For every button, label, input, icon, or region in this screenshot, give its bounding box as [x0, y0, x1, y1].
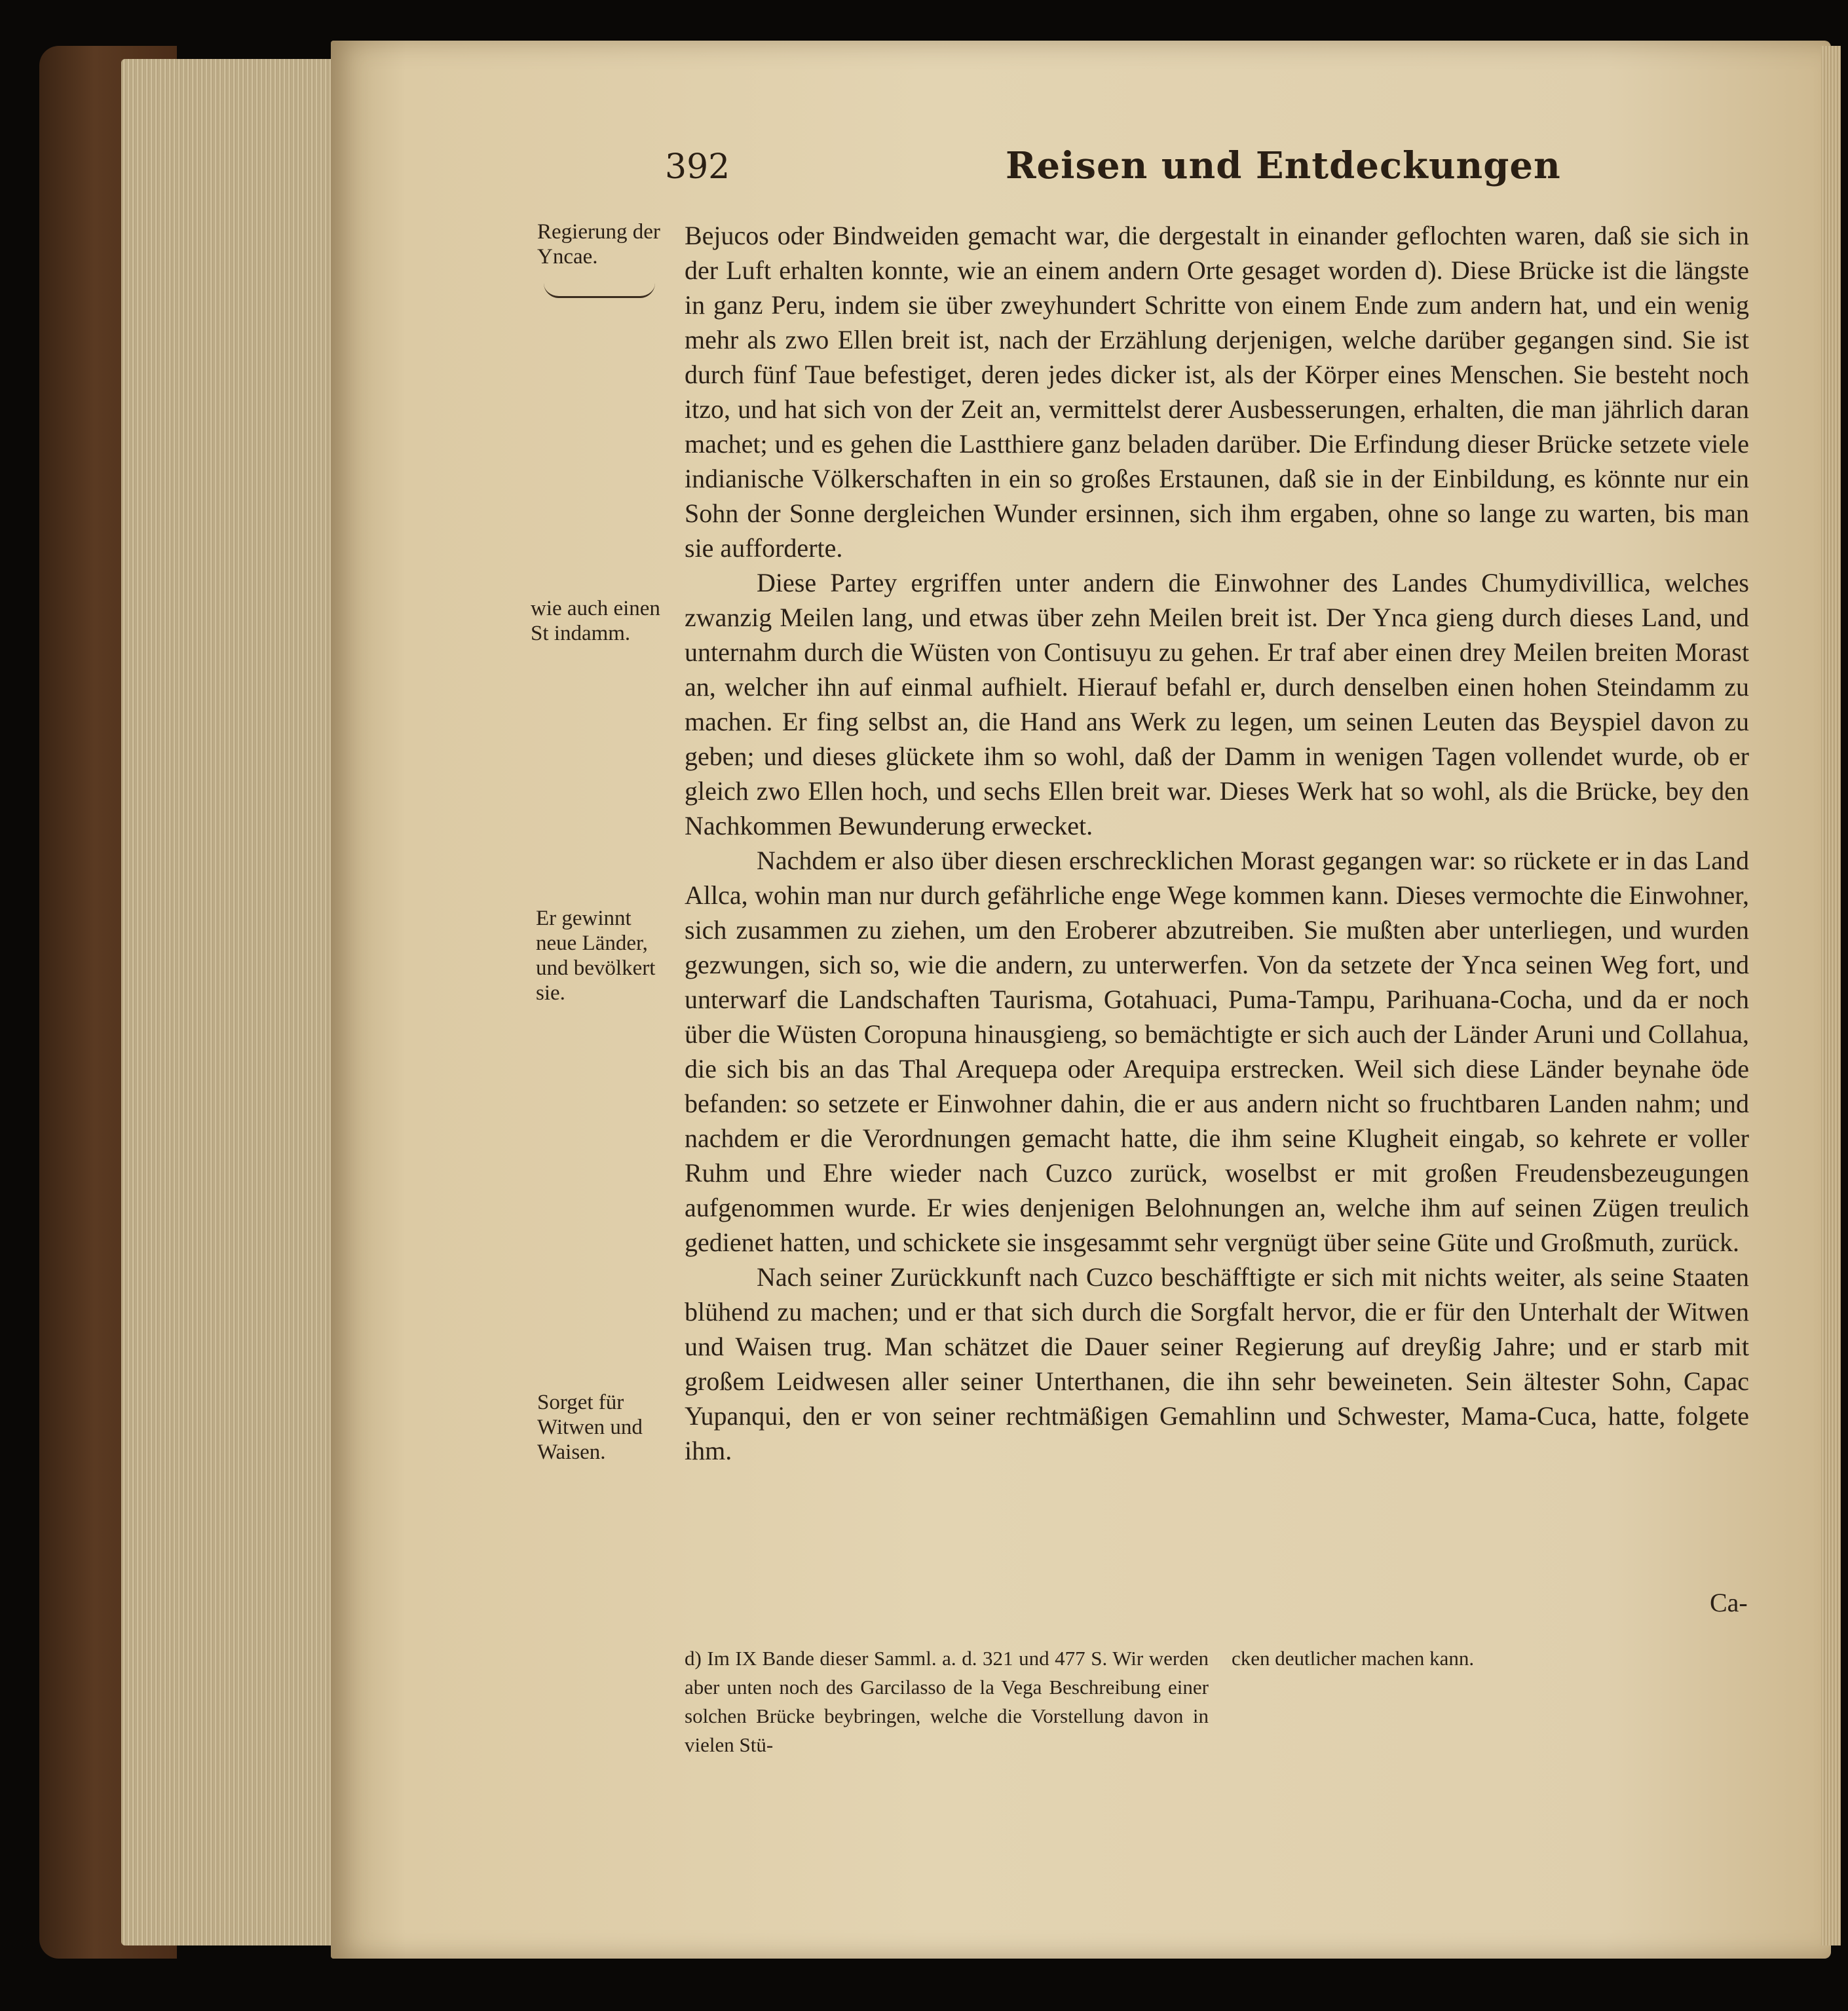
- margin-note: Sorget für Witwen und Waisen.: [537, 1391, 643, 1464]
- paragraph: Diese Partey ergriffen unter andern die Einwohner des Landes Chumydivillica, welches zwanzig Meilen lang, und etwas über zehn Meilen breit ist. Der Ynca gieng durch dieses Land, und unternahm durch die Wüsten von Contisuyu zu gehen. Er traf aber einen drey Meilen breiten Morast an, welcher ihn auf einmal aufhielt. Hierauf befahl er, durch denselben einen hohen Steindamm zu machen. Er fing selbst an, die Hand ans Werk zu legen, um seinen Leuten das Beyspiel davon zu geben; und dieses glückete ihm so wohl, daß der Damm in wenigen Tagen vollendet wurde, ob er gleich zwo Ellen hoch, und sechs Ellen breit war. Dieses Werk hat so wohl, als die Brücke, bey den Nachkommen Bewunderung erwecket.: [685, 568, 1749, 840]
- margin-brace: [544, 283, 655, 298]
- right-page-edge: [1821, 46, 1841, 1945]
- margin-note: wie auch einen St indamm.: [531, 597, 660, 645]
- page-number: 392: [665, 147, 730, 187]
- footnote-left: d) Im IX Bande dieser Samml. a. d. 321 und 477 S. Wir werden aber unten noch des Garcilasso de la Vega Beschreibung einer solchen Brücke beybringen, welche die Vorstellung davon in vielen Stü-: [685, 1647, 1209, 1756]
- paragraph: Nachdem er also über diesen erschrecklichen Morast gegangen war: so rückete er in das Land Allca, wohin man nur durch gefährliche enge Wege kommen kann. Dieses vermochte die Einwohner, sich zusammen zu ziehen, um den Eroberer abzutreiben. Sie mußten aber unterliegen, und wurden gezwungen, sich so, wie die andern, zu unterwerfen. Von da setzete der Ynca seinen Weg fort, und unterwarf die Landschaften Taurisma, Gotahuaci, Puma-Tampu, Parihuana-Cocha, und da er noch über die Wüsten Coropuna hinausgieng, so bemächtigte er sich auch der Länder Aruni und Collahua, die sich bis an das Thal Arequepa oder Arequipa erstrecken. Weil sich diese Länder beynahe öde befanden: so setzete er Einwohner dahin, die er aus andern nicht so fruchtbaren Landen nahm; und nachdem er die Verordnungen gemacht hatte, die ihm seine Klugheit eingab, so kehrete er voller Ruhm und Ehre wieder nach Cuzco zurück, woselbst er mit großen Freudensbezeugungen aufgenommen wurde. Er wies denjenigen Belohnungen an, welche ihm auf seinen Zügen treulich gedienet hatten, und schickete sie insgesammt sehr vergnügt über seine Güte und Großmuth, zurück.: [685, 846, 1749, 1257]
- margin-note: Er gewinnt neue Länder, und bevölkert sie.: [536, 907, 656, 1005]
- catchword: Ca-: [1710, 1588, 1748, 1617]
- footnote-right: cken deutlicher machen kann.: [1232, 1647, 1475, 1670]
- margin-note: Regierung der Yncae.: [537, 220, 660, 269]
- page-edges: [121, 59, 337, 1945]
- paragraph: Bejucos oder Bindweiden gemacht war, die dergestalt in einander geflochten waren, daß sie sich in der Luft erhalten konnte, wie an einem andern Orte gesaget worden d). Diese Brücke ist die längste in ganz Peru, indem sie über zweyhundert Schritte von einem Ende zum andern hat, und ein wenig mehr als zwo Ellen breit ist, nach der Erzählung derjenigen, welche darüber gegangen sind. Sie ist durch fünf Taue befestiget, deren jedes dicker ist, als der Körper eines Menschen. Sie besteht noch itzo, und hat sich von der Zeit an, vermittelst derer Ausbesserungen, erhalten, die man jährlich daran machet; und es gehen die Lastthiere ganz beladen darüber. Die Erfindung dieser Brücke setzete viele indianische Völkerschaften in ein so großes Erstaunen, daß sie in der Einbildung, es könnte nur ein Sohn der Sonne dergleichen Wunder ersinnen, sich ihm ergaben, ohne so lange zu warten, bis man sie aufforderte.: [685, 221, 1749, 563]
- paragraph: Nach seiner Zurückkunft nach Cuzco beschäfftigte er sich mit nichts weiter, als seine Staaten blühend zu machen; und er that sich durch die Sorgfalt hervor, die er für den Unterhalt der Witwen und Waisen trug. Man schätzet die Dauer seiner Regierung auf dreyßig Jahre; und er starb mit großem Leidwesen aller seiner Unterthanen, die ihn sehr beweineten. Sein ältester Sohn, Capac Yupanqui, den er von seiner rechtmäßigen Gemahlinn und Schwester, Mama-Cuca, hatte, folgete ihm.: [685, 1262, 1749, 1465]
- running-title: Reisen und Entdeckungen: [1006, 144, 1561, 187]
- main-text: [685, 218, 1749, 1468]
